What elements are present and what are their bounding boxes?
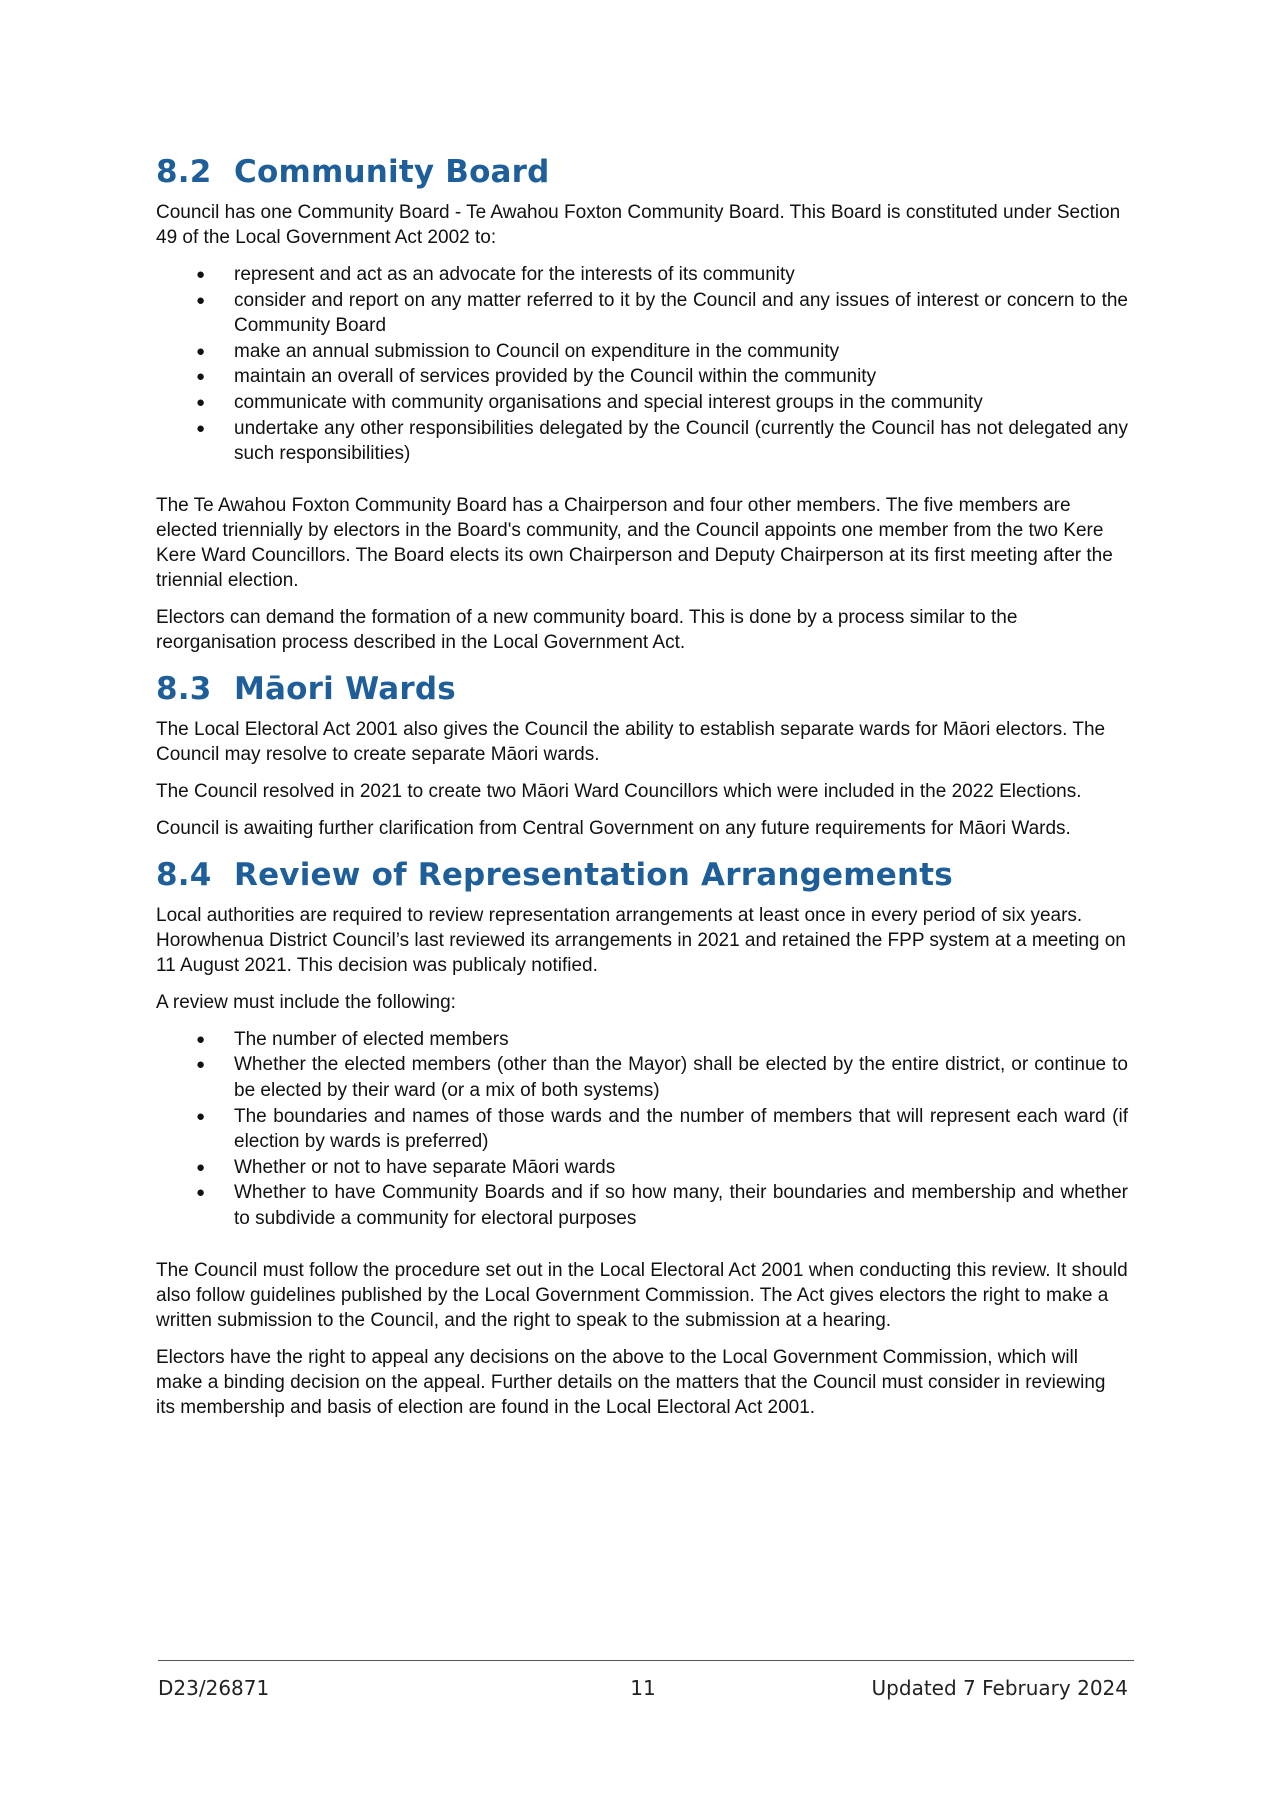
- section-title: Māori Wards: [234, 670, 456, 707]
- bullet-icon: ●: [196, 1056, 206, 1074]
- list-item: ● The boundaries and names of those wards and the number of members that will represent each ward (if election by wards is preferred): [196, 1105, 1128, 1153]
- bullet-icon: ●: [196, 1184, 206, 1202]
- bullet-icon: ●: [196, 266, 206, 283]
- list-item: ● Whether or not to have separate Māori wards: [156, 1155, 1128, 1181]
- list-item: ● maintain an overall of services provided by the Council within the community: [156, 364, 1128, 390]
- bullet-icon: ●: [196, 393, 206, 411]
- bullet-list: [156, 262, 1128, 467]
- paragraph: Council is awaiting further clarification from Central Government on any future requirements for Māori Wards.: [156, 817, 1071, 839]
- paragraph: Council has one Community Board - Te Awahou Foxton Community Board. This Board is constituted under Section 49 of the Local Government Act 2002 to:: [156, 202, 1121, 248]
- section-number: 8.4: [156, 856, 212, 893]
- section-community-board: [156, 150, 1128, 655]
- page-number: 11: [630, 1676, 656, 1700]
- bullet-icon: ●: [196, 291, 206, 309]
- paragraph: Local authorities are required to review representation arrangements at least once in every period of six years. Horowhenua District Council’s last reviewed its arrangements in 2021 and retained the FPP system at a meeting on 11 August 2021. This decision was publicaly notified.: [156, 904, 1126, 976]
- paragraph: Electors have the right to appeal any decisions on the above to the Local Government Commission, which will make a binding decision on the appeal. Further details on the matters that the Council must consider in reviewing its membership and basis of election are found in the Local Electoral Act 2001.: [156, 1346, 1106, 1418]
- updated-date: Updated 7 February 2024: [871, 1676, 1128, 1700]
- bullet-list: [156, 1027, 1128, 1232]
- paragraph: The Council must follow the procedure set out in the Local Electoral Act 2001 when conducting this review. It should also follow guidelines published by the Local Government Commission. The Act gives electors the right to make a written submission to the Council, and the right to speak to the submission at a hearing.: [156, 1259, 1128, 1331]
- section-maori-wards: [156, 667, 1128, 841]
- footer-divider: [158, 1660, 1134, 1661]
- bullet-icon: ●: [196, 1030, 206, 1048]
- section-title: Review of Representation Arrangements: [234, 856, 953, 893]
- document-reference: D23/26871: [158, 1676, 270, 1700]
- list-item: ● make an annual submission to Council on expenditure in the community: [156, 339, 1128, 365]
- list-item: ● The number of elected members: [156, 1027, 1128, 1053]
- list-item: ● Whether to have Community Boards and if so how many, their boundaries and membership and whether to subdivide a community for electoral purposes: [196, 1182, 1128, 1229]
- section-heading: [156, 667, 1128, 711]
- list-item: ● represent and act as an advocate for the interests of its community: [156, 262, 1128, 288]
- paragraph: Electors can demand the formation of a new community board. This is done by a process similar to the reorganisation process described in the Local Government Act.: [156, 606, 1018, 653]
- paragraph: The Council resolved in 2021 to create two Māori Ward Councillors which were included in the 2022 Elections.: [156, 780, 1082, 802]
- section-review-representation: [156, 853, 1128, 1420]
- section-number: 8.2: [156, 154, 212, 190]
- bullet-icon: ●: [196, 1107, 206, 1125]
- paragraph: The Te Awahou Foxton Community Board has a Chairperson and four other members. The five members are elected triennially by electors in the Board's community, and the Council appoints one member from the two Kere Kere Ward Councillors. The Board elects its own Chairperson and Deputy Chairperson at its first meeting after the triennial election.: [156, 494, 1113, 591]
- bullet-icon: ●: [196, 342, 206, 360]
- bullet-icon: ●: [196, 1158, 206, 1176]
- bullet-icon: ●: [196, 368, 206, 386]
- section-title: Community Board: [234, 154, 550, 190]
- list-item: ● communicate with community organisations and special interest groups in the community: [156, 390, 1128, 416]
- paragraph: The Local Electoral Act 2001 also gives the Council the ability to establish separate wards for Māori electors. The Council may resolve to create separate Māori wards.: [156, 718, 1106, 765]
- list-item: ● Whether the elected members (other than the Mayor) shall be elected by the entire district, or continue to be elected by their ward (or a mix of both systems): [196, 1054, 1128, 1101]
- section-heading: [156, 150, 1128, 194]
- list-item: ● undertake any other responsibilities delegated by the Council (currently the Council has not delegated any such responsibilities): [196, 417, 1128, 465]
- document-page: [156, 150, 1128, 1432]
- paragraph: A review must include the following:: [156, 991, 456, 1013]
- list-item: ● consider and report on any matter referred to it by the Council and any issues of interest or concern to the Community Board: [196, 289, 1128, 337]
- bullet-icon: ●: [196, 419, 206, 437]
- section-heading: [156, 853, 1128, 897]
- section-number: 8.3: [156, 670, 212, 707]
